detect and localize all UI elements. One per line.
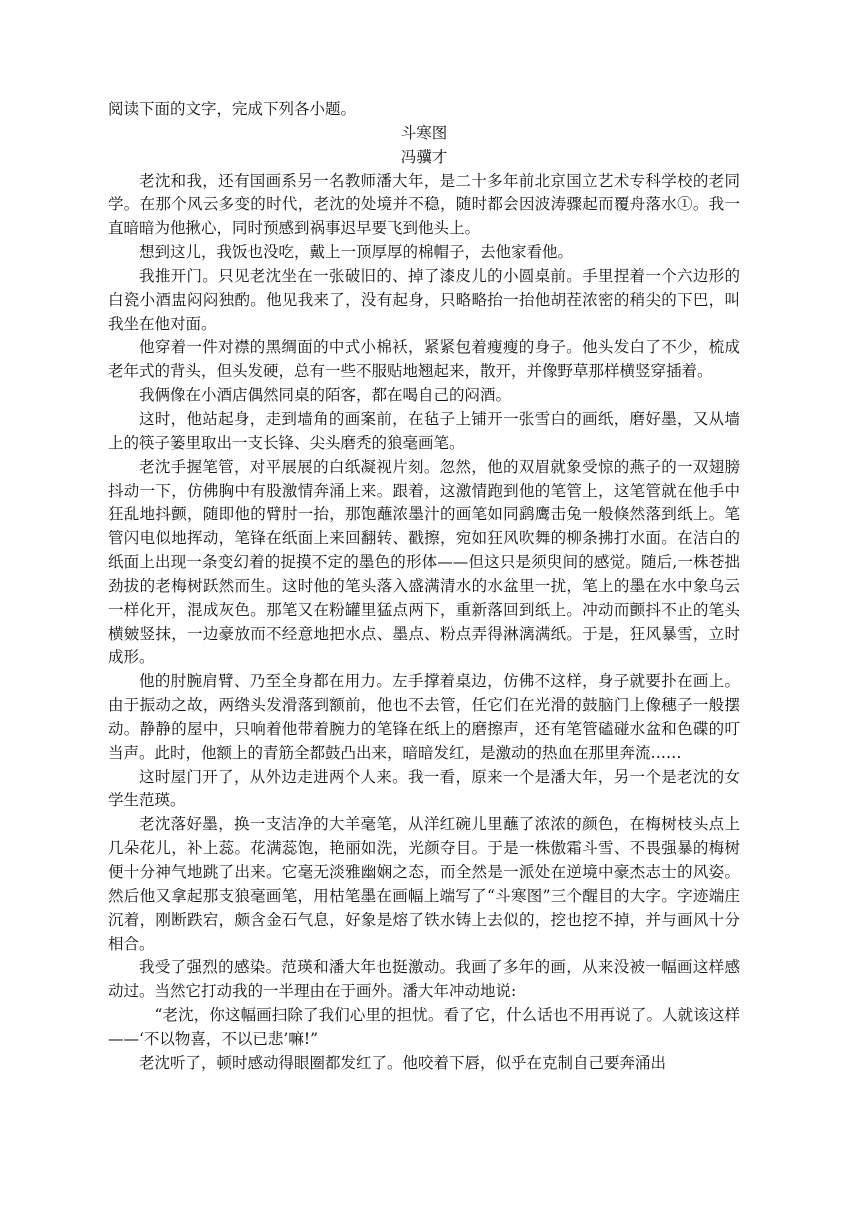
paragraph: 我俩像在小酒店偶然同桌的陌客，都在喝自己的闷酒。: [139, 386, 512, 405]
paragraph: 这时屋门开了，从外边走进两个人来。我一看，原来一个是潘大年，另一个是老沈的女学生范瑛。: [108, 767, 740, 810]
instruction-text: 阅读下面的文字，完成下列各小题。: [108, 100, 357, 118]
paragraph: 我受了强烈的感染。范瑛和潘大年也挺激动。我画了多年的画，从来没被一幅画这样感动过。当然它打动我的一半理由在于画外。潘大年冲动地说:: [108, 958, 740, 1001]
paragraph: 他穿着一件对襟的黑绸面的中式小棉袄，紧紧包着瘦瘦的身子。他头发白了不少，梳成老年式的背头，但头发硬，总有一些不服贴地翘起来，散开，并像野草那样横竖穿插着。: [108, 338, 740, 381]
paragraph: 老沈手握笔管，对平展展的白纸凝视片刻。忽然，他的双眉就象受惊的燕子的一双翅膀抖动一下，仿佛胸中有股激情奔涌上来。跟着，这激情跑到他的笔管上，这笔管就在他手中狂乱地抖颤，随即他的臂肘一抬，那饱蘸浓墨汁的画笔如同鹞鹰击兔一般倏然落到纸上。笔管闪电似地挥动，笔锋在纸面上来回翻转、戳擦，宛如狂风吹舞的柳条拂打水面。在洁白的纸面上出现一条变幻着的捉摸不定的墨色的形体——但这只是须臾间的感觉。随后,一株苍拙劲拔的老梅树跃然而生。这时他的笔头落入盛满清水的水盆里一扰，笔上的墨在水中象乌云一样化开，混成灰色。那笔又在粉罐里猛点两下，重新落回到纸上。冲动而颤抖不止的笔头横皴竖抹，一边豪放而不经意地把水点、墨点、粉点弄得淋漓满纸。于是，狂风暴雪，立时成形。: [108, 457, 740, 667]
paragraph: 老沈落好墨，换一支洁净的大羊毫笔，从洋红碗儿里蘸了浓浓的颜色，在梅树枝头点上几朵花儿，补上蕊。花满蕊饱，艳丽如洗，光颜夺目。于是一株傲霜斗雪、不畏强暴的梅树便十分神气地跳了出来。它毫无淡雅幽娴之态，而全然是一派处在逆境中豪杰志士的风姿。然后他又拿起那支狼毫画笔，用枯笔墨在画幅上端写了“斗寒图”三个醒目的大字。字迹端庄沉着，刚断跌宕，颇含金石气息，好象是熔了铁水铸上去似的，挖也挖不掉，并与画风十分相合。: [108, 815, 740, 953]
paragraph: 我推开门。只见老沈坐在一张破旧的、掉了漆皮儿的小圆桌前。手里捏着一个六边形的白瓷小酒盅闷闷独酌。他见我来了，没有起身，只略略抬一抬他胡茬浓密的稍尖的下巴，叫我坐在他对面。: [108, 266, 740, 333]
paragraph: 想到这儿，我饭也没吃，戴上一顶厚厚的棉帽子，去他家看他。: [139, 243, 574, 262]
document-page: [108, 98, 740, 1076]
article-title: 斗寒图: [400, 123, 448, 142]
quote-paragraph: “老沈，你这幅画扫除了我们心里的担忧。看了它，什么话也不用再说了。人就该这样——‘不以物喜，不以已悲’嘛!”: [108, 1006, 740, 1048]
paragraph: 这时，他站起身，走到墙角的画案前，在毡子上铺开一张雪白的画纸，磨好墨，又从墙上的筷子篓里取出一支长锋、尖头磨秃的狼毫画笔。: [108, 409, 740, 452]
paragraph: 老沈和我，还有国画系另一名教师潘大年，是二十多年前北京国立艺术专科学校的老同学。在那个风云多变的时代，老沈的处境并不稳，随时都会因波涛骤起而覆舟落水①。我一直暗暗为他揪心，同时预感到祸事迟早要飞到他头上。: [108, 171, 740, 238]
paragraph: 他的肘腕肩臂、乃至全身都在用力。左手撑着桌边，仿佛不这样，身子就要扑在画上。由于振动之故，两绺头发滑落到额前，他也不去管，任它们在光滑的鼓脑门上像穗子一般摆动。静静的屋中，只响着他带着腕力的笔锋在纸上的磨擦声，还有笔管磕碰水盆和色碟的叮当声。此时，他额上的青筋全都鼓凸出来，暗暗发红，是激动的热血在那里奔流……: [108, 672, 740, 762]
article-author: 冯骥才: [400, 147, 448, 166]
paragraph: 老沈听了，顿时感动得眼圈都发红了。他咬着下唇，似乎在克制自己要奔涌出: [139, 1053, 667, 1072]
